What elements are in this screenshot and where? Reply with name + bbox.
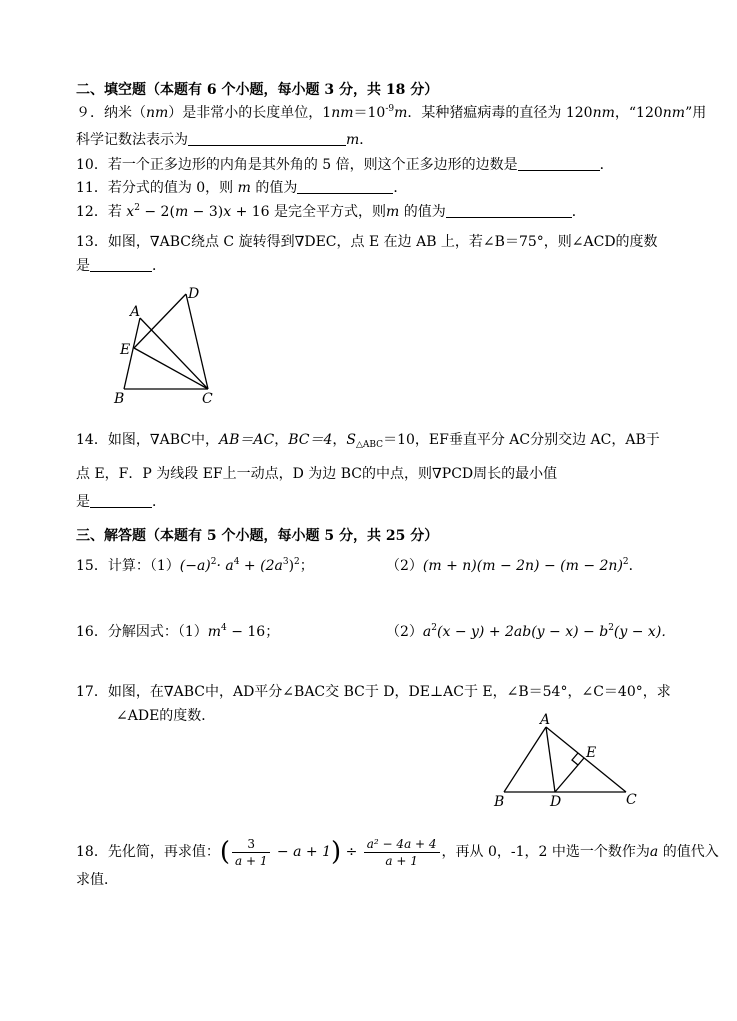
question-14-line-3: 是 ． xyxy=(76,494,166,510)
q13-figure xyxy=(100,280,230,410)
q17-right-angle-mark xyxy=(572,753,578,765)
question-16-part-2: $(2)a^2(x - y) + 2ab(y - x) - b^2(y - x)$． xyxy=(386,623,676,640)
section-2-title: 二、填空题（本题有 6 个小题，每小题 3 分，共 18 分） xyxy=(76,82,439,98)
question-12: 12．若 $x^2 - 2(m - 3)x + 16$ 是完全平方式，则m 的值为 ． xyxy=(76,203,586,220)
question-16: 16．分解因式：$(1)m^4 - 16$； xyxy=(76,623,280,640)
q17-label-E: E xyxy=(586,745,597,761)
q17-segment-DE xyxy=(555,758,584,792)
q13-label-B: B xyxy=(114,391,125,407)
q13-label-D: D xyxy=(188,286,200,302)
question-17-line-2: ∠ADE的度数． xyxy=(116,708,216,724)
q17-label-B: B xyxy=(494,794,505,810)
q13-label-C: C xyxy=(202,391,213,407)
question-18-line-1: 18．先化简，再求值：( $\frac{3}{a + 1}$ − a + 1) ÷ $\frac{\text{a² − 4a + 4}}{a + 1}$ ，再从 0，-1，2 中选一个数作为a 的值代入 xyxy=(76,836,719,868)
q13-label-E: E xyxy=(120,342,131,358)
question-13-line-2: 是 ． xyxy=(76,258,166,274)
q18-right-paren: ) xyxy=(330,837,342,867)
q13-segment-EC xyxy=(134,348,208,389)
q18-fraction-2: $\frac{\text{a² − 4a + 4}}{a + 1}$ xyxy=(364,836,440,869)
q17-label-C: C xyxy=(626,792,637,808)
q13-label-A: A xyxy=(130,304,141,320)
q11-answer-blank[interactable] xyxy=(297,179,393,194)
q12-answer-blank[interactable] xyxy=(446,203,572,218)
question-9-line-2: 科学记数法表示为 m． xyxy=(76,132,374,148)
q9-answer-blank[interactable] xyxy=(188,131,346,146)
q17-segment-AD xyxy=(546,727,555,792)
question-11: 11．若分式的值为 0，则 m 的值为 ． xyxy=(76,180,408,196)
question-15-part-2: $(2)(m + n)(m - 2n) - (m - 2n)^2$． xyxy=(386,557,643,574)
question-13-line-1: 13．如图，∇ABC绕点 C 旋转得到∇DEC，点 E 在边 AB 上，若∠B＝75°，则∠ACD的度数 xyxy=(76,234,658,250)
q14-answer-blank[interactable] xyxy=(90,493,152,508)
q17-label-A: A xyxy=(540,712,551,728)
q9-number: ９． xyxy=(76,105,104,121)
question-15: 15．计算：$(1)(-a)^2\cdot a^4 + (2a^3)^2$； xyxy=(76,557,314,574)
question-18-line-2: 求值． xyxy=(76,872,118,888)
q13-segment-AC xyxy=(140,318,208,389)
q17-segment-AB xyxy=(504,727,546,792)
question-10: 10．若一个正多边形的内角是其外角的 5 倍，则这个正多边形的边数是 ． xyxy=(76,157,614,173)
question-17-line-1: 17．如图，在∇ABC中，AD平分∠BAC交 BC于 D，DE⊥AC于 E，∠B＝54°，∠C＝40°，求 xyxy=(76,684,671,700)
section-3-title: 三、解答题（本题有 5 个小题，每小题 5 分，共 25 分） xyxy=(76,528,439,544)
question-9-line-1: ９．纳米（nm）是非常小的长度单位，$1nm=10^{-9}m$．某种猪瘟病毒的直径为 120nm，“120nm”用 xyxy=(76,104,707,121)
q10-answer-blank[interactable] xyxy=(518,156,600,171)
q18-fraction-1: $\frac{3}{a + 1}$ xyxy=(232,836,270,869)
q13-segment-DC xyxy=(186,294,208,389)
q17-label-D: D xyxy=(550,794,562,810)
question-14-line-1: 14．如图，∇ABC中，AB＝AC，BC＝4，$S_{\triangle ABC}=10$，EF垂直平分 AC分别交边 AC，AB于 xyxy=(76,432,660,450)
q13-segment-DE xyxy=(134,294,186,348)
q17-figure xyxy=(488,712,648,812)
q13-answer-blank[interactable] xyxy=(90,257,152,272)
question-14-line-2: 点 E，F．P 为线段 EF上一动点，D 为边 BC的中点，则∇PCD周长的最小值 xyxy=(76,466,558,482)
q18-left-paren: ( xyxy=(219,837,230,867)
